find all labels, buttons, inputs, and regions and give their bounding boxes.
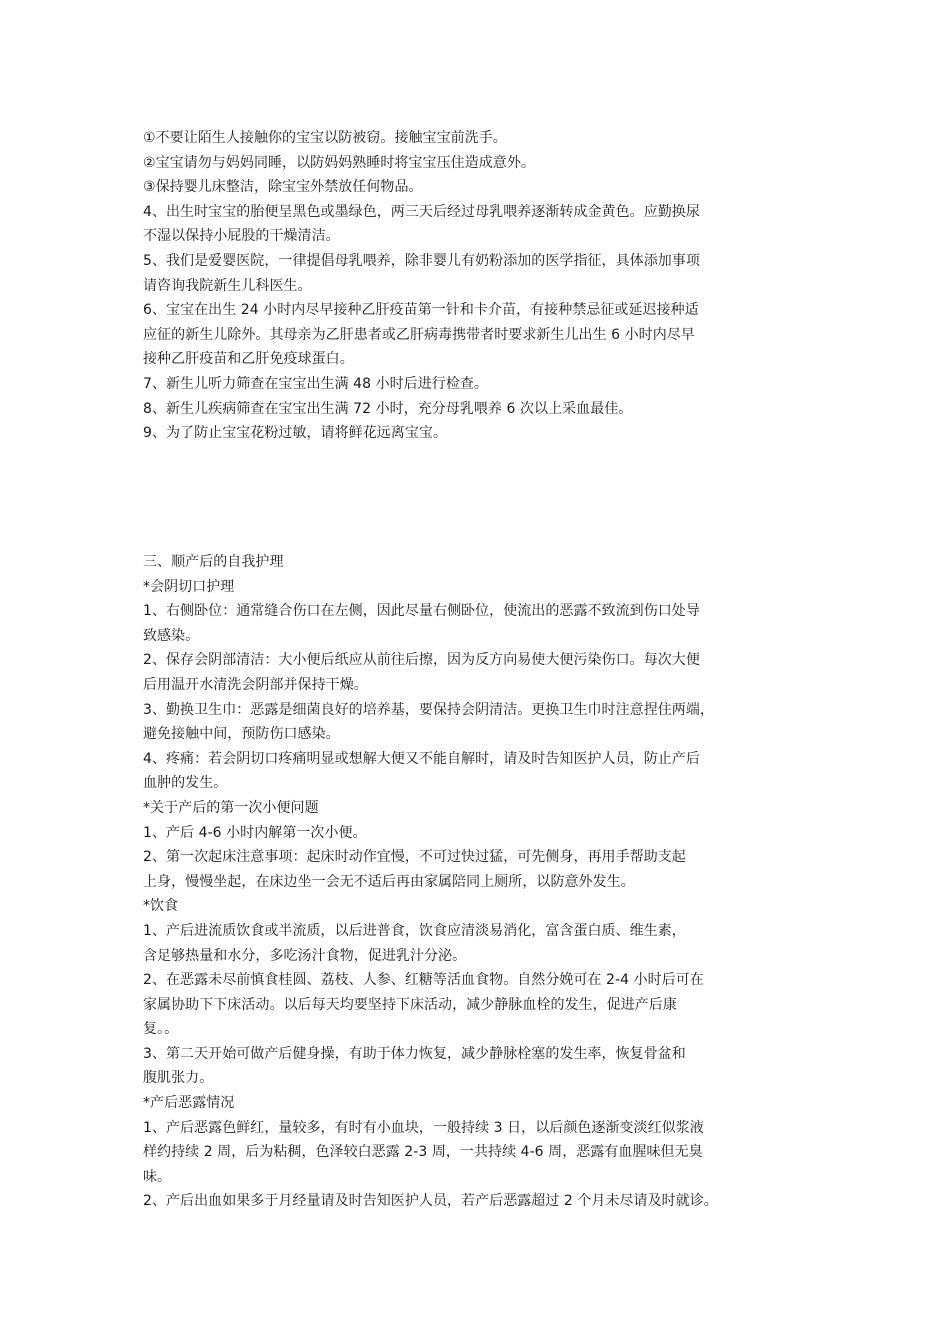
text-line: 1、右侧卧位：通常缝合伤口在左侧，因此尽量右侧卧位，使流出的恶露不致流到伤口处导 — [143, 603, 700, 620]
text-line: 上身，慢慢坐起，在床边坐一会无不适后再由家属陪同上厕所，以防意外发生。 — [143, 873, 635, 890]
text-line: ①不要让陌生人接触你的宝宝以防被窃。接触宝宝前洗手。 — [143, 130, 507, 146]
newborn-care-notes — [143, 126, 823, 446]
text-line: 4、疼痛：若会阴切口疼痛明显或想解大便又不能自解时，请及时告知医护人员，防止产后 — [143, 750, 700, 767]
text-line: 2、在恶露未尽前慎食桂圆、荔枝、人参、红糖等活血食物。自然分娩可在 2-4 小时后可在 — [143, 972, 704, 989]
text-line: 9、为了防止宝宝花粉过敏，请将鲜花远离宝宝。 — [143, 425, 448, 442]
text-line: 5、我们是爱婴医院，一律提倡母乳喂养，除非婴儿有奶粉添加的医学指征，具体添加事项 — [143, 252, 700, 269]
section-heading: 三、顺产后的自我护理 — [143, 554, 284, 570]
text-line: 2、保存会阴部清洁：大小便后纸应从前往后擦，因为反方向易使大便污染伤口。每次大便 — [143, 652, 700, 669]
subsection-heading: *关于产后的第一次小便问题 — [143, 799, 319, 816]
text-line: 致感染。 — [143, 627, 200, 644]
subsection-heading: *产后恶露情况 — [143, 1095, 235, 1112]
text-line: 应征的新生儿除外。其母亲为乙肝患者或乙肝病毒携带者时要求新生儿出生 6 小时内尽早 — [143, 326, 695, 343]
text-line: 避免接触中间，预防伤口感染。 — [143, 726, 340, 743]
text-line: 4、出生时宝宝的胎便呈黑色或墨绿色，两三天后经过母乳喂养逐渐转成金黄色。应勤换尿 — [143, 203, 700, 220]
text-line: 后用温开水清洗会阴部并保持干燥。 — [143, 676, 368, 693]
subsection-heading: *饮食 — [143, 898, 179, 915]
text-line: 家属协助下下床活动。以后每天均要坚持下床活动，减少静脉血栓的发生，促进产后康 — [143, 996, 677, 1013]
text-line: 2、第一次起床注意事项：起床时动作宜慢，不可过快过猛，可先侧身，再用手帮助支起 — [143, 849, 686, 866]
text-line: 含足够热量和水分，多吃汤汁食物，促进乳汁分泌。 — [143, 947, 467, 964]
text-line: 请咨询我院新生儿科医生。 — [143, 277, 312, 294]
postpartum-self-care — [143, 550, 823, 1214]
text-line: 3、第二天开始可做产后健身操，有助于体力恢复，减少静脉栓塞的发生率，恢复骨盆和 — [143, 1045, 686, 1062]
subsection-heading: *会阴切口护理 — [143, 578, 235, 595]
text-line: 6、宝宝在出生 24 小时内尽早接种乙肝疫苗第一针和卡介苗，有接种禁忌征或延迟接种适 — [143, 302, 699, 319]
text-line: 血肿的发生。 — [143, 775, 228, 792]
text-line: 7、新生儿听力筛查在宝宝出生满 48 小时后进行检查。 — [143, 375, 488, 392]
text-line: 1、产后恶露色鲜红，量较多，有时有小血块，一般持续 3 日，以后颜色逐渐变淡红似浆液 — [143, 1119, 704, 1136]
text-line: 1、产后进流质饮食或半流质，以后进普食，饮食应清淡易消化，富含蛋白质、维生素， — [143, 922, 686, 939]
text-line: 2、产后出血如果多于月经量请及时告知医护人员，若产后恶露超过 2 个月未尽请及时就诊。 — [143, 1193, 718, 1210]
text-line: 1、产后 4-6 小时内解第一次小便。 — [143, 824, 367, 841]
text-line: ③保持婴儿床整洁，除宝宝外禁放任何物品。 — [143, 179, 423, 196]
text-line: ②宝宝请勿与妈妈同睡，以防妈妈熟睡时将宝宝压住造成意外。 — [143, 154, 535, 171]
text-line: 味。 — [143, 1168, 172, 1185]
text-line: 8、新生儿疾病筛查在宝宝出生满 72 小时，充分母乳喂养 6 次以上采血最佳。 — [143, 400, 633, 417]
text-line: 不湿以保持小屁股的干燥清洁。 — [143, 228, 340, 245]
text-line: 样约持续 2 周，后为粘稠，色泽较白恶露 2-3 周，一共持续 4-6 周，恶露有血腥味但无臭 — [143, 1144, 703, 1161]
text-line: 接种乙肝疫苗和乙肝免疫球蛋白。 — [143, 351, 354, 368]
text-line: 复。。 — [143, 1021, 179, 1038]
text-line: 3、勤换卫生巾：恶露是细菌良好的培养基，要保持会阴清洁。更换卫生巾时注意捏住两端， — [143, 701, 714, 718]
text-line: 腹肌张力。 — [143, 1070, 214, 1087]
